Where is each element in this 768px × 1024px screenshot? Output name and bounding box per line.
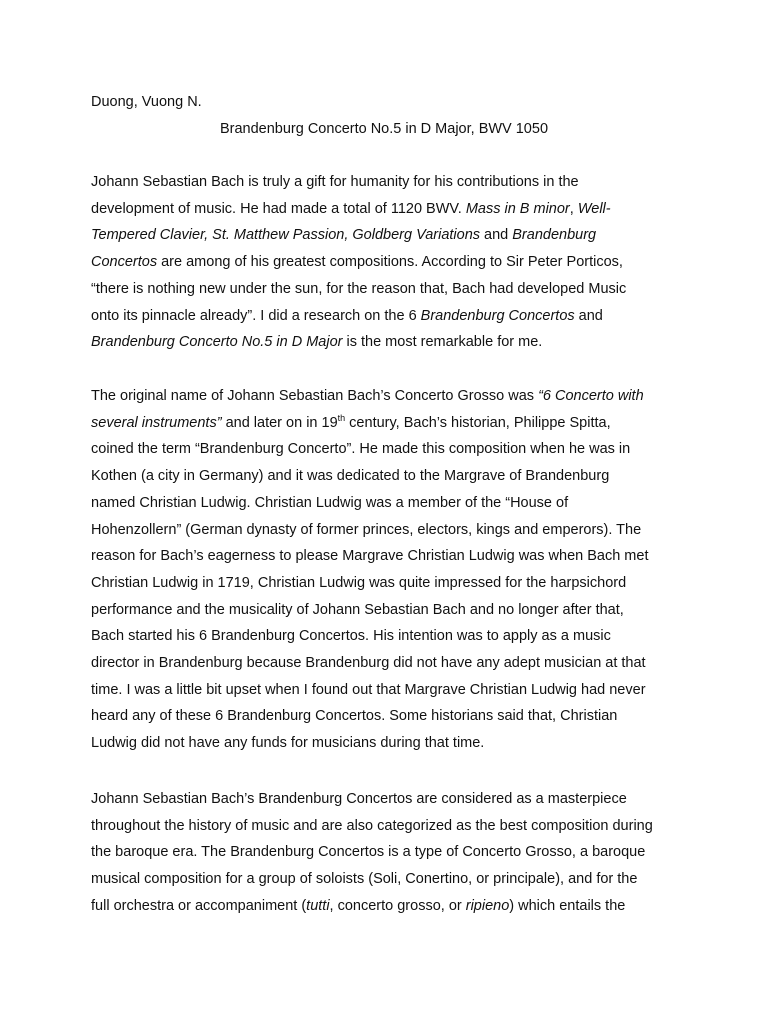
author-name: Duong, Vuong N. bbox=[91, 94, 202, 110]
paragraph-line: musical composition for a group of soloists (Soli, Conertino, or principale), and for the bbox=[91, 871, 638, 888]
paragraph-line: time. I was a little bit upset when I found out that Margrave Christian Ludwig had never bbox=[91, 681, 646, 698]
paragraph-line: The original name of Johann Sebastian Bach’s Concerto Grosso was “6 Concerto with bbox=[91, 388, 644, 404]
italic-quote: several instruments” bbox=[91, 414, 222, 431]
paragraph-line: onto its pinnacle already”. I did a research on the 6 Brandenburg Concertos and bbox=[91, 307, 603, 324]
italic-term: ripieno bbox=[465, 897, 510, 914]
paragraph-line: reason for Bach’s eagerness to please Margrave Christian Ludwig was when Bach met bbox=[91, 548, 649, 565]
paragraph-line: performance and the musicality of Johann Sebastian Bach and no longer after that, bbox=[91, 601, 624, 618]
paragraph-line: Brandenburg Concerto No.5 in D Major is the most remarkable for me. bbox=[91, 334, 543, 351]
paragraph-line: coined the term “Brandenburg Concerto”. He made this composition when he was in bbox=[91, 441, 631, 458]
paragraph-line: Hohenzollern” (German dynasty of former princes, electors, kings and emperors). The bbox=[91, 521, 642, 538]
paragraph-line: the baroque era. The Brandenburg Concertos is a type of Concerto Grosso, a baroque bbox=[91, 844, 646, 861]
paragraph-2 bbox=[91, 383, 691, 757]
paragraph-line: Ludwig did not have any funds for musicians during that time. bbox=[91, 735, 485, 752]
paragraph-line: Kothen (a city in Germany) and it was dedicated to the Margrave of Brandenburg bbox=[91, 468, 610, 485]
italic-work-title: Well- bbox=[577, 200, 611, 217]
paragraph-line: full orchestra or accompaniment (tutti, concerto grosso, or ripieno) which entails the bbox=[91, 897, 626, 914]
paragraph-line: Bach started his 6 Brandenburg Concertos. His intention was to apply as a music bbox=[91, 628, 611, 645]
italic-work-title: Tempered Clavier, St. Matthew Passion, Goldberg Variations bbox=[91, 227, 481, 244]
document-title: Brandenburg Concerto No.5 in D Major, BWV 1050 bbox=[219, 121, 549, 137]
paragraph-line: named Christian Ludwig. Christian Ludwig was a member of the “House of bbox=[91, 494, 569, 511]
paragraph-line: Johann Sebastian Bach’s Brandenburg Concertos are considered as a masterpiece bbox=[91, 791, 627, 807]
paragraph-line: Christian Ludwig in 1719, Christian Ludwig was quite impressed for the harpsichord bbox=[91, 574, 627, 591]
italic-work-title: Brandenburg bbox=[512, 227, 597, 244]
paragraph-line: “there is nothing new under the sun, for the reason that, Bach had developed Music bbox=[91, 280, 627, 297]
paragraph-line: heard any of these 6 Brandenburg Concertos. Some historians said that, Christian bbox=[91, 708, 618, 725]
paragraph-line: several instruments” and later on in 19th century, Bach’s historian, Philippe Spitta, bbox=[91, 412, 611, 431]
paragraph-line: Concertos are among of his greatest compositions. According to Sir Peter Porticos, bbox=[91, 254, 623, 271]
paragraph-line: director in Brandenburg because Brandenburg did not have any adept musician at that bbox=[91, 655, 646, 672]
italic-term: tutti bbox=[306, 897, 330, 914]
paragraph-line: Tempered Clavier, St. Matthew Passion, Goldberg Variations and Brandenburg bbox=[91, 227, 597, 244]
ordinal-superscript: th bbox=[337, 412, 346, 423]
italic-work-title: Brandenburg Concertos bbox=[420, 307, 575, 324]
italic-work-title: Brandenburg Concerto No.5 in D Major bbox=[91, 334, 343, 351]
italic-work-title: Mass in B minor bbox=[465, 200, 570, 217]
paragraph-line: throughout the history of music and are also categorized as the best composition during bbox=[91, 817, 653, 834]
italic-work-title: Concertos bbox=[91, 254, 158, 271]
paragraph-1 bbox=[91, 169, 691, 356]
paragraph-line: Johann Sebastian Bach is truly a gift for humanity for his contributions in the bbox=[91, 174, 579, 190]
italic-quote: “6 Concerto with bbox=[538, 388, 644, 404]
paragraph-line: development of music. He had made a total of 1120 BWV. Mass in B minor, Well- bbox=[91, 200, 611, 217]
paragraph-3 bbox=[91, 786, 691, 920]
